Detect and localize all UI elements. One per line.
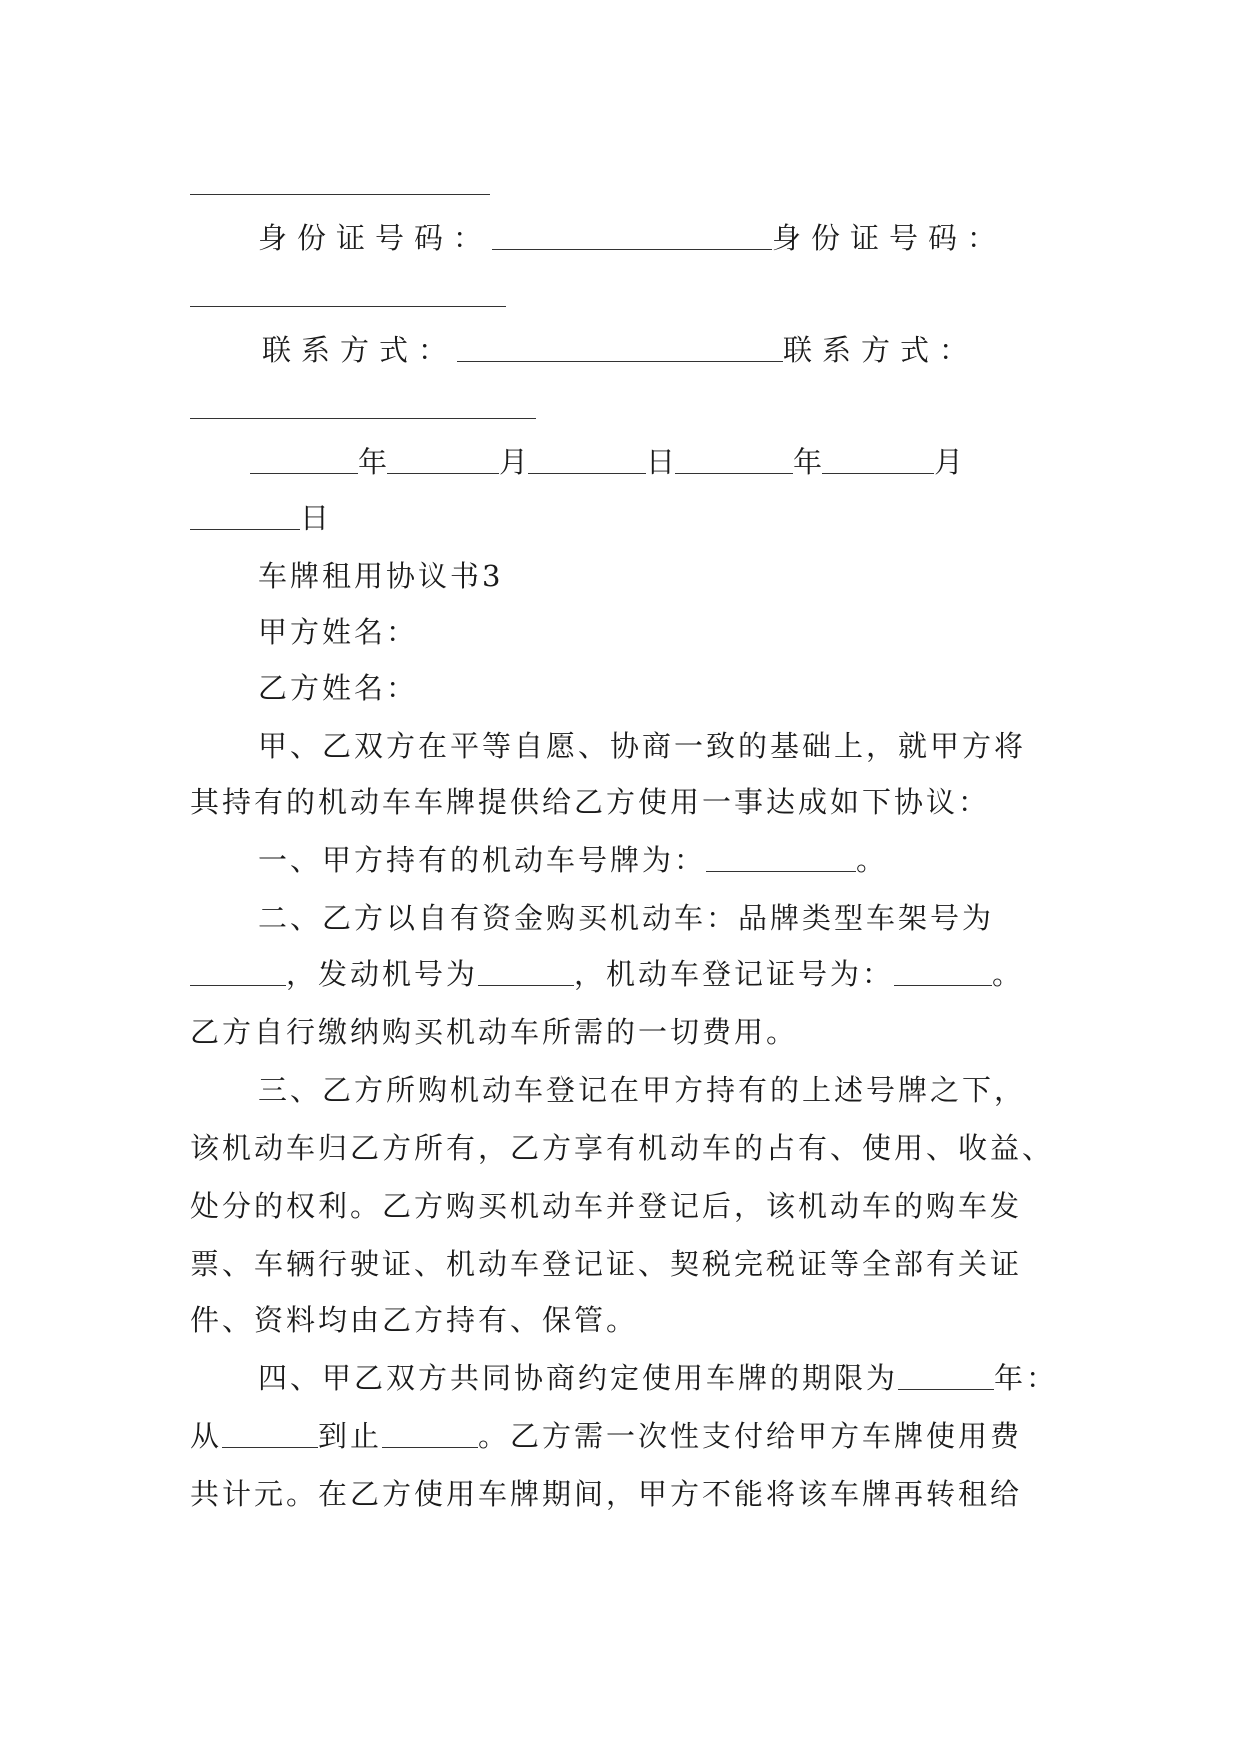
party-a-name: 甲方姓名： [258, 615, 419, 649]
clause-1 [258, 840, 1060, 880]
id-label-party-b: 身份证号码： [772, 221, 1007, 255]
date-blank [387, 447, 499, 474]
term-years-blank [898, 1363, 994, 1390]
contact-label-party-b: 联系方式： [783, 333, 979, 367]
clause-2-reg-label: ，机动车登记证号为： [574, 957, 895, 991]
date-row-cont [190, 498, 1060, 538]
date-blank [675, 447, 793, 474]
contact-blank-party-a [457, 335, 783, 362]
blank-line [190, 306, 506, 307]
vin-blank [190, 959, 286, 986]
party-b-name: 乙方姓名： [258, 671, 419, 705]
clause-3-line: 三、乙方所购机动车登记在甲方持有的上述号牌之下， [258, 1073, 1027, 1107]
engine-number-blank [478, 959, 574, 986]
start-date-blank [222, 1421, 318, 1448]
clause-4-years-label: 年： [994, 1361, 1059, 1395]
clause-2-end: 。 [992, 957, 1025, 991]
date-year-label: 年 [358, 445, 388, 479]
date-blank [528, 447, 646, 474]
plate-number-blank [706, 845, 856, 872]
intro-line: 其持有的机动车车牌提供给乙方使用一事达成如下协议： [190, 785, 991, 819]
date-day-label: 日 [646, 445, 676, 479]
date-row [250, 442, 1060, 482]
id-label-party-a: 身份证号码： [258, 221, 493, 255]
registration-number-blank [894, 959, 992, 986]
clause-2-line: 乙方自行缴纳购买机动车所需的一切费用。 [190, 1015, 799, 1049]
clause-3-line: 该机动车归乙方所有，乙方享有机动车的占有、使用、收益、 [190, 1131, 1055, 1165]
clause-4-fee-text: 。乙方需一次性支付给甲方车牌使用费 [478, 1419, 1023, 1453]
clause-2-line: 二、乙方以自有资金购买机动车：品牌类型车架号为 [258, 901, 995, 935]
clause-3-line: 件、资料均由乙方持有、保管。 [190, 1303, 639, 1337]
clause-4-line [190, 1416, 1060, 1456]
date-blank [250, 447, 358, 474]
clause-2-line [190, 954, 1070, 994]
clause-3-line: 票、车辆行驶证、机动车登记证、契税完税证等全部有关证 [190, 1247, 1023, 1281]
contact-row [262, 330, 1058, 370]
contact-label-party-a: 联系方式： [262, 333, 458, 367]
id-number-row [258, 218, 1058, 258]
clause-4-line [258, 1358, 1060, 1398]
date-month-label: 月 [499, 445, 529, 479]
agreement-title: 车牌租用协议书3 [258, 559, 504, 593]
date-month-label: 月 [934, 445, 964, 479]
date-blank [822, 447, 934, 474]
date-blank [190, 503, 300, 530]
date-day-label: 日 [300, 501, 330, 535]
blank-line [190, 194, 490, 195]
intro-line: 甲、乙双方在平等自愿、协商一致的基础上，就甲方将 [258, 729, 1027, 763]
clause-1-text: 一、甲方持有的机动车号牌为： [258, 843, 707, 877]
clause-4-to-label: 到止 [318, 1419, 383, 1453]
clause-3-line: 处分的权利。乙方购买机动车并登记后，该机动车的购车发 [190, 1189, 1023, 1223]
id-blank-party-a [492, 223, 772, 250]
clause-4-term-label: 四、甲乙双方共同协商约定使用车牌的期限为 [258, 1361, 899, 1395]
date-year-label: 年 [793, 445, 823, 479]
clause-4-from-label: 从 [190, 1419, 223, 1453]
clause-2-engine-label: ，发动机号为 [286, 957, 479, 991]
clause-4-line: 共计元。在乙方使用车牌期间，甲方不能将该车牌再转租给 [190, 1477, 1023, 1511]
clause-1-end: 。 [856, 843, 889, 877]
blank-line [190, 418, 536, 419]
end-date-blank [382, 1421, 478, 1448]
